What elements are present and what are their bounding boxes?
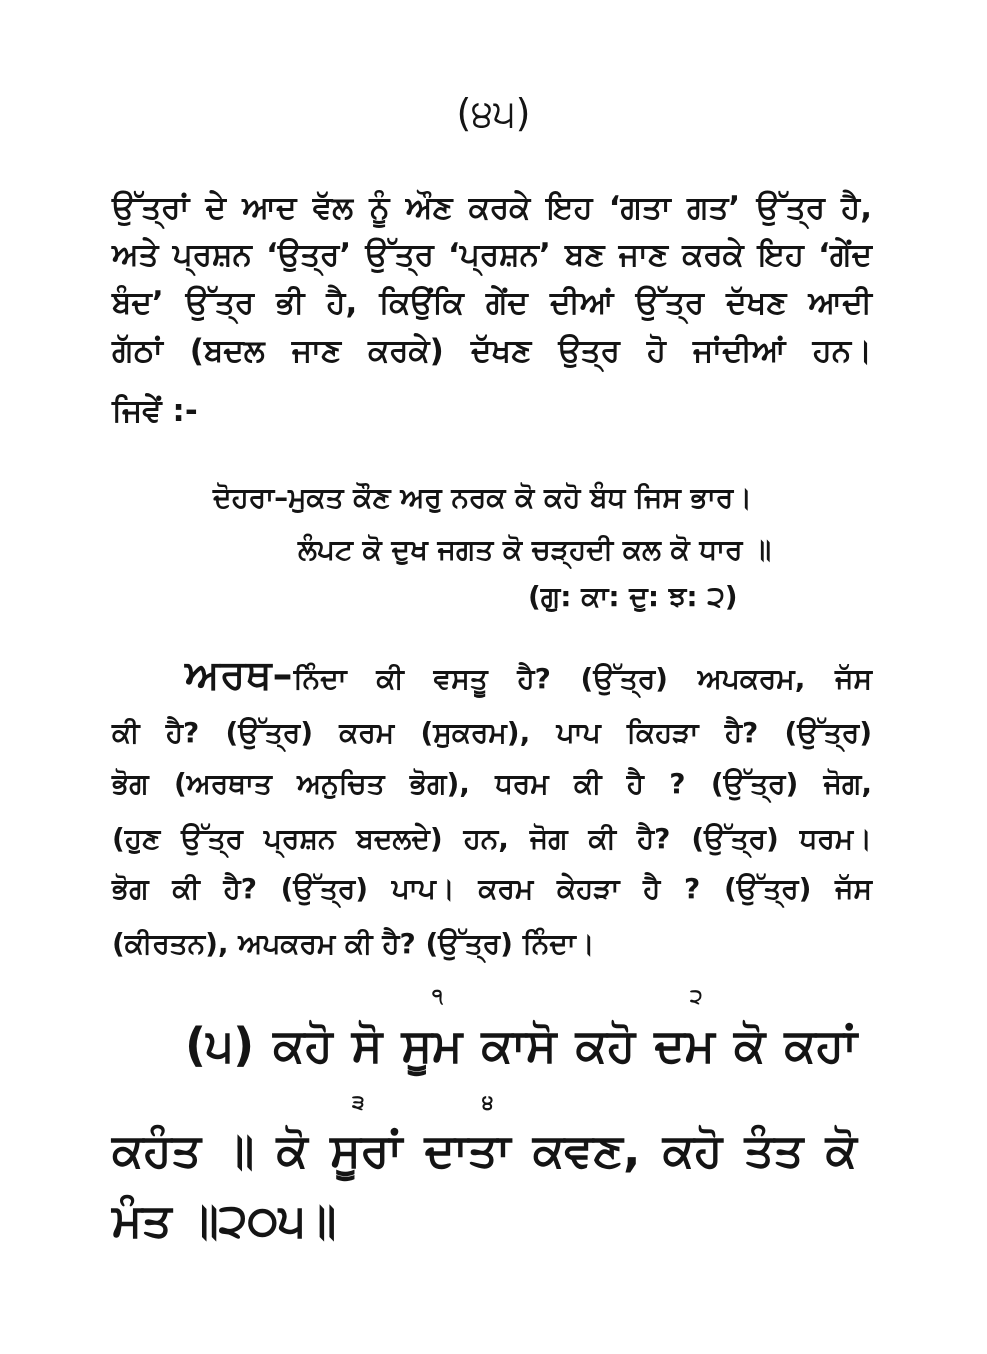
dohra-line-1: ਦੋਹਰਾ–ਮੁਕਤ ਕੌਣ ਅਰੁ ਨਰਕ ਕੋ ਕਹੋ ਬੰਧ ਜਿਸ ਭਾਰ। bbox=[213, 481, 753, 514]
meaning-line-2: ਕੀ ਹੈ? (ਉੱਤ੍ਰ) ਕਰਮ (ਸੁਕਰਮ), ਪਾਪ ਕਿਹੜਾ ਹੈ? (ਉੱਤ੍ਰ) bbox=[112, 716, 872, 749]
verse5-line-1: (੫) ਕਹੋ ਸੋ ਸੂਮ ਕਾਸੋ ਕਹੋ ਦਮ ਕੋ ਕਹਾਂ bbox=[185, 1018, 857, 1072]
intro-line-1: ਉੱਤ੍ਰਾਂ ਦੇ ਆਦ ਵੱਲ ਨੂੰ ਔਣ ਕਰਕੇ ਇਹ ‘ਗਤਾ ਗਤ’ ਉੱਤ੍ਰ ਹੈ, bbox=[112, 190, 872, 226]
page-number: (੪੫) bbox=[456, 91, 531, 135]
meaning-line-3: ਭੋਗ (ਅਰਥਾਤ ਅਨੁਚਿਤ ਭੋਗ), ਧਰਮ ਕੀ ਹੈ ? (ਉੱਤ੍ਰ) ਜੋਗ, bbox=[112, 767, 872, 800]
meaning-heading: ਅਰਥ– bbox=[185, 652, 294, 698]
dohra-reference: (ਗੁ: ਕਾ: ਦੁ: ਝ: ੨) bbox=[528, 580, 738, 613]
meaning-line-6: (ਕੀਰਤਨ), ਅਪਕਰਮ ਕੀ ਹੈ? (ਉੱਤ੍ਰ) ਨਿੰਦਾ। bbox=[112, 927, 595, 960]
intro-line-4: ਗੱਠਾਂ (ਬਦਲ ਜਾਣ ਕਰਕੇ) ਦੱਖਣ ਉਤ੍ਰ ਹੋ ਜਾਂਦੀਆਂ ਹਨ। bbox=[112, 333, 872, 369]
intro-line-5: ਜਿਵੇਂ :- bbox=[112, 393, 198, 429]
intro-line-2: ਅਤੇ ਪ੍ਰਸ਼ਨ ‘ਉਤ੍ਰ’ ਉੱਤ੍ਰ ‘ਪ੍ਰਸ਼ਨ’ ਬਣ ਜਾਣ ਕਰਕੇ ਇਹ ‘ਗੇਂਦ bbox=[112, 237, 872, 273]
meaning-line-4: (ਹੁਣ ਉੱਤ੍ਰ ਪ੍ਰਸ਼ਨ ਬਦਲਦੇ) ਹਨ, ਜੋਗ ਕੀ ਹੈ? (ਉੱਤ੍ਰ) ਧਰਮ। bbox=[112, 822, 872, 855]
meaning-line-1-text: ਨਿੰਦਾ ਕੀ ਵਸਤੂ ਹੈ? (ਉੱਤ੍ਰ) ਅਪਕਰਮ, ਜੱਸ bbox=[293, 662, 872, 695]
meaning-line-1 bbox=[185, 648, 872, 706]
superscript-2: ੨ bbox=[690, 984, 703, 1008]
superscript-3: ੩ bbox=[352, 1090, 365, 1114]
superscript-4: ੪ bbox=[482, 1090, 494, 1114]
meaning-line-5: ਭੋਗ ਕੀ ਹੈ? (ਉੱਤ੍ਰ) ਪਾਪ। ਕਰਮ ਕੇਹੜਾ ਹੈ ? (ਉੱਤ੍ਰ) ਜੱਸ bbox=[112, 872, 872, 905]
verse5-line-2: ਕਹੰਤ ॥ ਕੋ ਸੂਰਾਂ ਦਾਤਾ ਕਵਣ, ਕਹੋ ਤੰਤ ਕੋ bbox=[112, 1123, 857, 1177]
dohra-line-2: ਲੰਪਟ ਕੋ ਦੁਖ ਜਗਤ ਕੋ ਚੜ੍ਹਦੀ ਕਲ ਕੋ ਧਾਰ ॥ bbox=[298, 533, 772, 566]
superscript-1: ੧ bbox=[432, 984, 443, 1008]
intro-line-3: ਬੰਦ’ ਉੱਤ੍ਰ ਭੀ ਹੈ, ਕਿਉਂਕਿ ਗੇਂਦ ਦੀਆਂ ਉੱਤ੍ਰ ਦੱਖਣ ਆਦੀ bbox=[112, 285, 872, 321]
verse5-line-3: ਮੰਤ ॥੨੦੫॥ bbox=[112, 1193, 337, 1247]
